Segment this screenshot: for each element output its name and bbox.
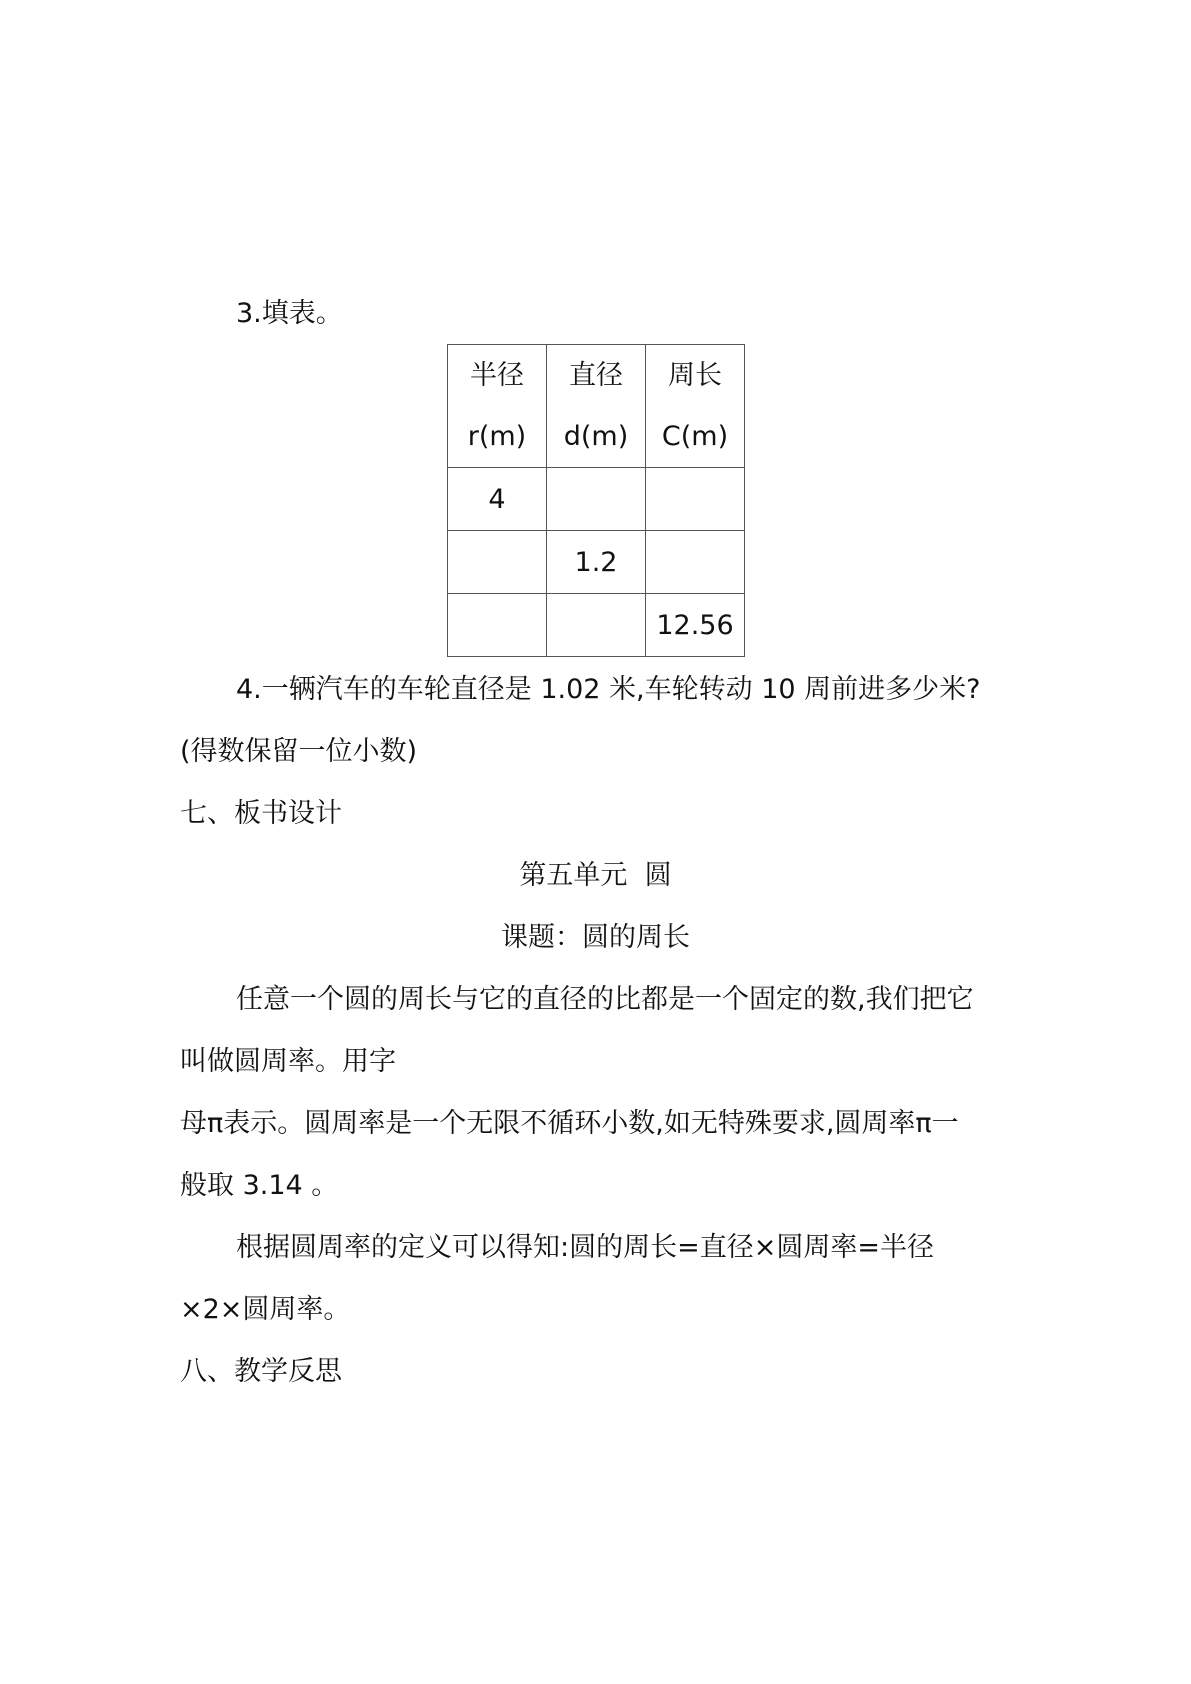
table-cell: 1.2 (547, 531, 646, 594)
question-4-line-2: (得数保留一位小数) (180, 736, 418, 767)
table-cell (646, 531, 745, 594)
table-cell (448, 594, 547, 657)
board-paragraph-2-line-1: 根据圆周率的定义可以得知:圆的周长=直径×圆周率=半径 (236, 1232, 934, 1263)
header-diameter (547, 345, 646, 468)
section-7-heading: 七、板书设计 (180, 798, 342, 829)
header-radius-unit: r(m) (467, 421, 527, 452)
board-paragraph-1-line-1: 任意一个圆的周长与它的直径的比都是一个固定的数,我们把它 (236, 984, 974, 1015)
board-unit-title: 第五单元 圆 (519, 860, 672, 891)
header-diameter-name: 直径 (569, 360, 623, 391)
board-paragraph-1-line-2: 叫做圆周率。用字 (180, 1046, 396, 1077)
header-circumference-name: 周长 (668, 360, 722, 391)
fill-in-table (447, 344, 745, 657)
table-row (448, 594, 745, 657)
table-cell (646, 468, 745, 531)
header-radius (448, 345, 547, 468)
table-cell: 12.56 (646, 594, 745, 657)
board-paragraph-2-line-2: ×2×圆周率。 (180, 1294, 351, 1325)
question-4-line-1: 4.一辆汽车的车轮直径是 1.02 米,车轮转动 10 周前进多少米? (236, 674, 981, 705)
table-row (448, 468, 745, 531)
table-cell (547, 468, 646, 531)
table-row (448, 531, 745, 594)
board-paragraph-1-line-3: 母π表示。圆周率是一个无限不循环小数,如无特殊要求,圆周率π一 (180, 1108, 959, 1139)
table-cell: 4 (448, 468, 547, 531)
table-cell (448, 531, 547, 594)
question-3-label: 3.填表。 (236, 298, 343, 329)
header-radius-name: 半径 (470, 360, 524, 391)
header-diameter-unit: d(m) (563, 421, 629, 452)
header-circumference-unit: C(m) (661, 421, 729, 452)
header-circumference (646, 345, 745, 468)
section-8-heading: 八、教学反思 (180, 1356, 342, 1387)
table-header-row (448, 345, 745, 468)
board-lesson-title: 课题：圆的周长 (501, 922, 690, 953)
board-paragraph-1-line-4: 般取 3.14 。 (180, 1170, 339, 1201)
table-cell (547, 594, 646, 657)
